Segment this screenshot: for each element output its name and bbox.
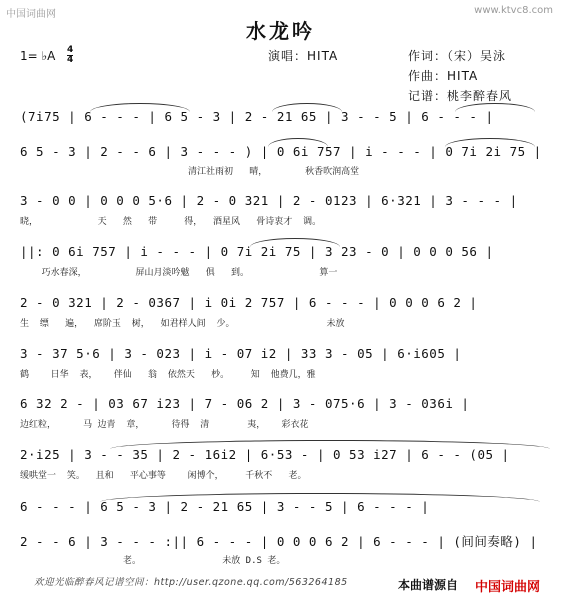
watermark-right[interactable]: www.ktvc8.com xyxy=(474,5,553,16)
lyric-line: 清江社雨初 晴， 秋香吹润高堂 xyxy=(20,167,360,177)
slur-mark xyxy=(272,103,342,112)
lyric-line: 老。 未放 D.S 老。 xyxy=(20,556,286,566)
slur-mark xyxy=(268,138,328,147)
footer-source-label: 本曲谱源自 xyxy=(398,578,459,592)
slur-mark xyxy=(250,238,340,247)
slur-mark xyxy=(455,103,535,112)
notation-line: 6 5 - 3 | 2 - - 6 | 3 - - - ) | 0 6i 757 | i - - - | 0 7i 2i 75 | xyxy=(20,144,542,159)
footer-site-logo[interactable]: 中国词曲网 xyxy=(475,580,541,595)
notation-line: (7i75 | 6 - - - | 6 5 - 3 | 2 - 21 65 | 3 - - 5 | 6 - - - | xyxy=(20,109,494,124)
lyric-line: 缓哄堂一 笑。 且和 平心事等 闲博个， 千秋不 老。 xyxy=(20,471,307,481)
notation-line: 2·i25 | 3 - - 35 | 2 - 16i2 | 6·53 - | 0 53 i27 | 6 - - (05 | xyxy=(20,447,510,462)
lyric-line: 晓， 天 然 带 得， 酒星风 骨诗衷才 调。 xyxy=(20,217,322,227)
notation-line: ||: 0 6i 757 | i - - - | 0 7i 2i 75 | 3 23 - 0 | 0 0 0 56 | xyxy=(20,244,494,259)
notation-line: 2 - - 6 | 3 - - - :|| 6 - - - | 0 0 0 6 2 | 6 - - - | (间间奏略) | xyxy=(20,534,538,549)
score-row xyxy=(20,292,550,314)
time-signature xyxy=(67,46,73,65)
notation-line: 3 - 0 0 | 0 0 0 5·6 | 2 - 0 321 | 2 - 0123 | 6·321 | 3 - - - | xyxy=(20,193,518,208)
song-title: 水龙吟 xyxy=(246,19,315,43)
notation-line: 2 - 0 321 | 2 - 0367 | i 0i 2 757 | 6 - - - | 0 0 0 6 2 | xyxy=(20,295,478,310)
watermark-left: 中国词曲网 xyxy=(6,9,56,20)
lyric-line: 边红粒， 马 边青 章， 待得 清 夷， 彩衣花 xyxy=(20,420,309,430)
composer-credit: 作曲：HITA xyxy=(408,69,479,83)
notation-line: 6 - - - | 6 5 - 3 | 2 - 21 65 | 3 - - 5 | 6 - - - | xyxy=(20,499,430,514)
slur-mark xyxy=(90,103,190,112)
slur-mark xyxy=(100,493,540,502)
lyric-line: 巧水春深， 屏山月淡吟魃 俱 到。 算一 xyxy=(20,268,338,278)
notation-line: 3 - 37 5·6 | 3 - 023 | i - 07 i2 | 33 3 - 05 | 6·i605 | xyxy=(20,346,462,361)
score-row xyxy=(20,343,550,365)
lyric-line: 鹤 日华 表， 伴仙 翁 依然天 杪。 知 他费几，雅 xyxy=(20,370,316,380)
meter-bottom: 4 xyxy=(67,55,74,65)
transcriber-credit: 记谱：桃李醉春风 xyxy=(408,89,513,103)
key-signature: 1= ♭A xyxy=(20,49,56,63)
notation-line: 6 32 2 - | 03 67 i23 | 7 - 06 2 | 3 - 075·6 | 3 - 036i | xyxy=(20,396,470,411)
singer-credit: 演唱：HITA xyxy=(268,49,339,63)
score-row xyxy=(20,531,550,553)
score-row xyxy=(20,393,550,415)
lyric-line: 生 缥 遍， 席阶玉 树， 如君样人间 少。 未放 xyxy=(20,319,345,329)
footer-link[interactable]: 欢迎光临醉春风记谱空间：http://user.qzone.qq.com/563264185 xyxy=(34,577,348,588)
slur-mark xyxy=(445,138,535,147)
meter-top: 4 xyxy=(67,45,74,55)
slur-mark xyxy=(110,440,550,449)
lyricist-credit: 作词：（宋）吴泳 xyxy=(408,49,507,63)
score-row xyxy=(20,190,550,212)
